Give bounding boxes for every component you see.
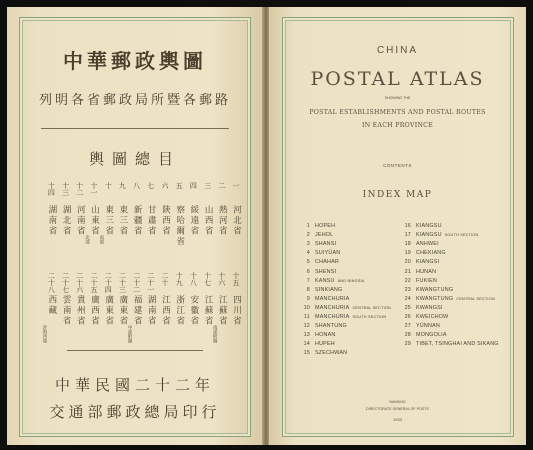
left-page	[7, 7, 263, 445]
contents-province: 山東省	[89, 205, 100, 237]
contents-number: 十三	[61, 182, 70, 196]
left-top-divider	[41, 128, 229, 129]
index-number: 26	[404, 314, 411, 320]
contents-number: 二十七	[61, 272, 70, 293]
index-province: ANHWEI	[416, 241, 439, 248]
index-list-item	[402, 259, 442, 265]
index-list-item	[301, 314, 386, 320]
contents-number: 十八	[189, 272, 198, 286]
index-province: KWANGTUNG	[416, 286, 454, 293]
contents-province: 江蘇省	[203, 295, 214, 327]
contents-province: 福建省	[132, 295, 143, 327]
contents-number: 一	[232, 182, 240, 189]
index-number: 12	[303, 323, 310, 330]
index-number: 9	[306, 295, 310, 302]
imprint-city: NANKING	[389, 400, 406, 404]
index-number: 18	[404, 241, 411, 248]
index-province: SINKIANG	[315, 286, 343, 293]
contents-number: 二十六	[75, 272, 84, 293]
contents-note: 南部	[98, 235, 104, 244]
contents-number: 二十	[161, 272, 169, 286]
index-section-note: SOUTH SECTION	[352, 315, 387, 319]
index-list-item	[402, 278, 440, 284]
index-province: SUIYÜAN	[315, 250, 341, 257]
contents-province: 安徽省	[188, 295, 199, 327]
contents-province: 湖南省	[46, 205, 57, 237]
index-number: 8	[306, 286, 310, 293]
contents-province: 甘肅省	[146, 205, 157, 237]
index-province: HUPEH	[315, 341, 335, 348]
index-list-item	[301, 269, 339, 275]
contents-number: 四	[189, 182, 198, 189]
index-number: 10	[303, 304, 310, 311]
description-line-1: POSTAL ESTABLISHMENTS AND POSTAL ROUTES	[309, 109, 486, 116]
index-section-note: CENTRAL SECTION	[352, 305, 391, 310]
contents-number: 六	[161, 182, 169, 189]
left-bottom-divider	[67, 350, 203, 351]
contents-province: 綏遠省	[188, 205, 199, 237]
country-title: CHINA	[376, 45, 419, 56]
chinese-date-line: 中華民國二十二年	[54, 376, 215, 394]
contents-number: 二十五	[90, 272, 98, 293]
contents-province: 湖南省	[146, 295, 157, 327]
index-number: 16	[404, 223, 411, 229]
contents-number: 二十三	[118, 272, 127, 293]
index-list-item	[402, 296, 495, 302]
index-list-item	[301, 278, 364, 284]
index-list-item	[402, 232, 479, 238]
index-province: KANSU	[315, 277, 335, 284]
index-number: 17	[404, 232, 411, 239]
contents-province: 新疆省	[132, 205, 143, 237]
index-list-item	[301, 296, 352, 302]
contents-province: 江西省	[160, 295, 171, 327]
contents-number: 二十一	[146, 272, 155, 293]
index-number: 29	[404, 341, 411, 348]
contents-province: 廣東省	[117, 295, 128, 327]
contents-number: 十六	[217, 272, 226, 286]
contents-number: 二十八	[47, 272, 56, 293]
index-list-item	[301, 350, 350, 356]
index-list-item	[301, 223, 338, 229]
contents-province: 四川省	[231, 295, 242, 327]
index-list-item	[402, 305, 446, 311]
index-list-item	[402, 223, 445, 229]
index-province: KWEICHOW	[416, 314, 449, 320]
contents-province: 察哈爾省	[174, 205, 185, 247]
index-province: KWANGSI	[416, 304, 443, 311]
index-list-item	[301, 341, 338, 347]
index-number: 4	[306, 250, 310, 257]
index-province: HONAN	[315, 332, 336, 339]
index-number: 2	[306, 232, 310, 239]
index-number: 5	[306, 259, 310, 266]
index-list-item	[301, 323, 350, 329]
showing-line: SHOWING THE	[384, 96, 411, 100]
imprint-year: 1933	[393, 417, 402, 422]
contents-province: 浙江省	[174, 295, 185, 327]
index-province: SZECHWAN	[315, 350, 348, 357]
index-number: 6	[306, 268, 310, 275]
index-number: 15	[303, 350, 310, 357]
index-list-item	[402, 341, 502, 347]
index-map-label: INDEX MAP	[362, 190, 433, 200]
index-number: 25	[404, 304, 411, 311]
index-number: 11	[304, 314, 310, 320]
imprint-publisher: DIRECTORATE GENERAL OF POSTS	[366, 407, 429, 411]
contents-note: 南部附圖	[212, 325, 218, 343]
index-number: 19	[404, 250, 411, 257]
index-province: YÜNNAN	[416, 323, 440, 330]
index-province: TIBET, TSINGHAI AND SIKANG	[416, 341, 499, 348]
index-province: MANCHURIA	[315, 314, 350, 320]
contents-number: 二十四	[104, 272, 113, 293]
contents-province: 河北省	[231, 205, 242, 237]
atlas-title: POSTAL ATLAS	[310, 68, 485, 90]
contents-number: 十四	[47, 182, 56, 196]
contents-province: 廣西省	[89, 295, 100, 327]
index-province: MONGOLIA	[416, 332, 447, 339]
index-province: KWANGTUNG	[416, 295, 454, 302]
index-section-note: SOUTH SECTION	[444, 233, 479, 238]
index-number: 20	[404, 259, 411, 266]
index-province: SHANSI	[315, 241, 337, 248]
contents-province: 貴州省	[75, 295, 86, 327]
index-province: MANCHURIA	[315, 304, 350, 311]
contents-note: 青海西康	[41, 325, 47, 343]
index-province: JEHOL	[315, 232, 334, 239]
contents-province: 江蘇省	[217, 295, 228, 327]
contents-province: 山西省	[203, 205, 214, 237]
chinese-subtitle: 列明各省郵政局所暨各郵路	[38, 93, 231, 108]
index-number: 28	[404, 332, 411, 339]
contents-number: 七	[146, 182, 155, 189]
index-list-item	[402, 323, 443, 329]
index-list-item	[402, 250, 449, 256]
index-list-item	[301, 332, 338, 338]
index-province: KIANGSI	[416, 259, 440, 266]
index-province: HUNAN	[416, 268, 437, 275]
index-list-item	[301, 250, 343, 256]
contents-number: 二十二	[132, 272, 141, 293]
index-list-item	[301, 232, 336, 238]
contents-number: 八	[132, 182, 141, 189]
index-number: 3	[306, 241, 310, 248]
index-number: 22	[404, 277, 411, 284]
index-list-item	[402, 287, 456, 293]
right-page	[269, 7, 526, 445]
contents-number: 十九	[175, 272, 184, 286]
contents-province: 河南省	[75, 205, 86, 237]
contents-number: 十	[104, 182, 113, 189]
index-list-item	[301, 259, 342, 265]
contents-heading: 輿圖總目	[88, 150, 181, 168]
contents-province: 雲南省	[61, 295, 72, 327]
index-number: 21	[404, 268, 411, 275]
contents-province: 湖北省	[61, 205, 72, 237]
index-province: CHEKIANG	[416, 250, 446, 257]
index-province: KIANGSU	[416, 232, 442, 239]
index-section-note: AND NINGSIA	[337, 278, 365, 283]
index-province: FUKIEN	[416, 277, 437, 284]
index-number: 14	[303, 341, 310, 348]
chinese-publisher: 交通部郵政總局印行	[49, 403, 221, 421]
index-list-item	[301, 241, 339, 247]
index-section-note: CENTRAL SECTION	[456, 296, 495, 301]
contents-number: 九	[118, 182, 127, 189]
index-number: 1	[306, 223, 310, 229]
contents-province: 東三省	[117, 205, 128, 237]
contents-number: 十二	[75, 182, 84, 196]
contents-province: 東三省	[103, 205, 114, 237]
index-number: 13	[303, 332, 310, 339]
index-province: KIANGSU	[416, 223, 442, 229]
index-list-item	[301, 305, 391, 311]
index-list-item	[301, 287, 345, 293]
index-number: 7	[306, 277, 310, 284]
contents-number: 三	[203, 182, 212, 189]
index-number: 24	[404, 295, 411, 302]
contents-province: 熱河省	[217, 205, 228, 237]
index-number: 27	[404, 323, 411, 330]
index-province: SHENSI	[315, 268, 337, 275]
contents-note: 北部	[84, 235, 90, 244]
index-list-item	[402, 269, 439, 275]
contents-province: 廣東省	[103, 295, 114, 327]
contents-number: 二	[217, 182, 226, 189]
contents-note: 中部附圖	[127, 325, 133, 343]
contents-number: 十五	[232, 272, 240, 286]
contents-province: 陝西省	[160, 205, 171, 237]
index-number: 23	[404, 286, 411, 293]
chinese-title: 中華郵政輿圖	[63, 49, 207, 73]
contents-number: 十一	[90, 182, 98, 196]
index-list-item	[402, 314, 451, 320]
contents-number: 十七	[203, 272, 212, 286]
index-list-item	[402, 332, 450, 338]
contents-number: 五	[175, 182, 184, 189]
contents-province: 西藏	[46, 295, 57, 316]
index-province: HOPEH	[315, 223, 336, 229]
index-province: CHAHAR	[315, 259, 339, 266]
index-list-item	[402, 241, 442, 247]
contents-label: CONTENTS	[383, 163, 412, 168]
index-province: MANCHURIA	[315, 295, 350, 302]
index-province: SHANTUNG	[315, 323, 347, 330]
description-line-2: IN EACH PROVINCE	[361, 122, 434, 129]
